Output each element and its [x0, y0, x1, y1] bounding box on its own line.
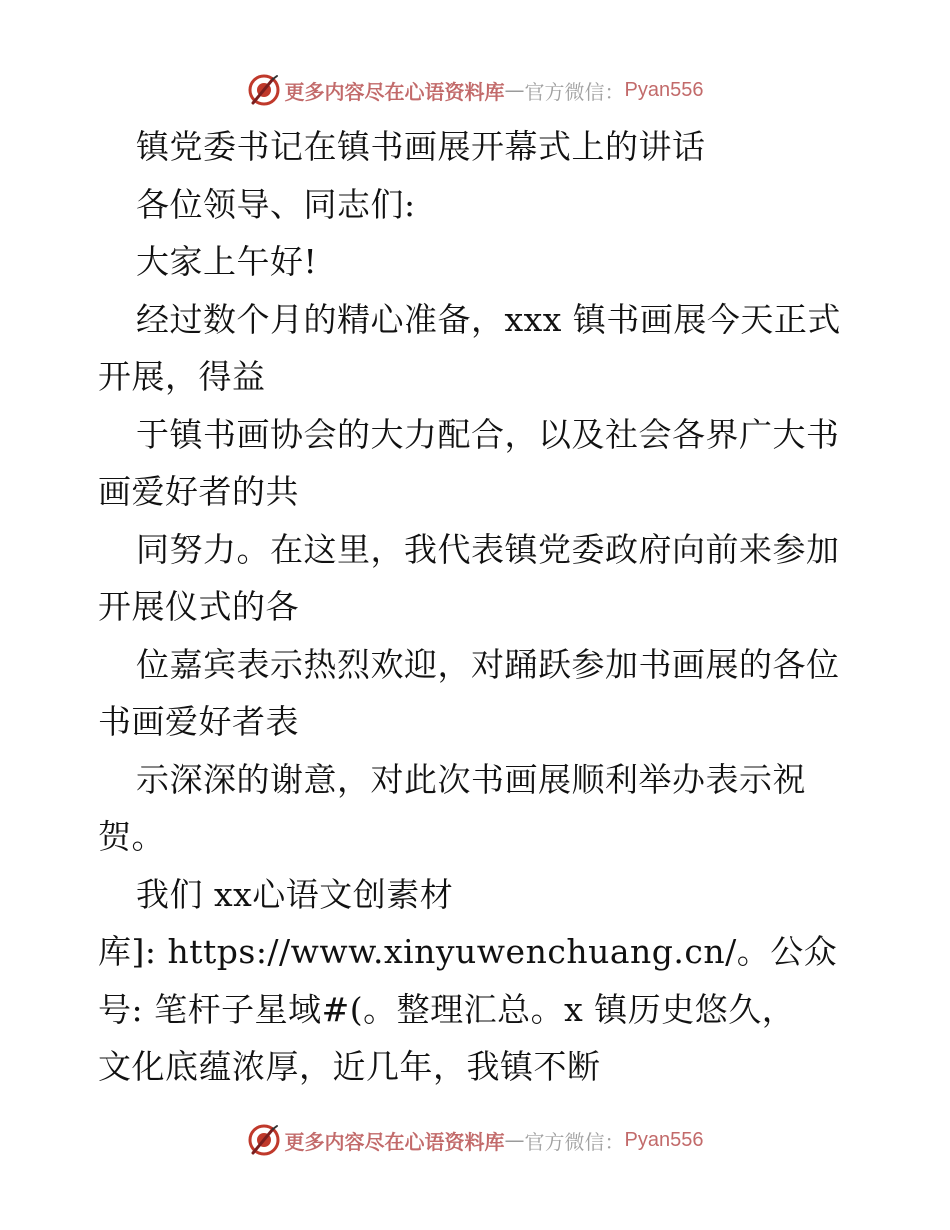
- paragraph-line: 文化底蕴浓厚，近几年，我镇不断: [98, 1047, 601, 1086]
- banner-separator: —: [504, 1128, 525, 1152]
- paragraph-line: 位嘉宾表示热烈欢迎，对踊跃参加书画展的各位: [136, 644, 840, 684]
- paragraph-line: 开展仪式的各: [98, 587, 299, 626]
- paragraph-line: 开展，得益: [98, 357, 266, 396]
- paragraph-line: 示深深的谢意，对此次书画展顺利举办表示祝: [136, 759, 806, 799]
- brush-seal-icon: [247, 1123, 281, 1157]
- banner-wechat-label: 官方微信：: [524, 1129, 625, 1154]
- paragraph-line: 书画爱好者表: [98, 702, 299, 741]
- document-body: [98, 118, 858, 1096]
- paragraph-line: 我们 xx心语文创素材: [136, 874, 454, 914]
- banner-wechat-label: 官方微信：: [524, 79, 625, 104]
- paragraph-line: 贺。: [98, 817, 165, 856]
- paragraph-line: 于镇书画协会的大力配合，以及社会各界广大书: [136, 414, 840, 454]
- paragraph-line: 经过数个月的精心准备，xxx 镇书画展今天正式: [136, 299, 841, 339]
- banner-wechat-id: Pyan556: [624, 1128, 704, 1151]
- banner-wechat-id: Pyan556: [624, 78, 704, 101]
- banner-separator: —: [504, 78, 525, 102]
- document-title: 镇党委书记在镇书画展开幕式上的讲话: [136, 127, 706, 166]
- greeting: 大家上午好!: [136, 242, 318, 281]
- paragraph-line: 同努力。在这里，我代表镇党委政府向前来参加: [136, 529, 840, 569]
- banner-title: 更多内容尽在心语资料库: [284, 79, 505, 104]
- paragraph-line: 画爱好者的共: [98, 472, 299, 511]
- paragraph-line: 号: 笔杆子星域#(。整理汇总。x 镇历史悠久，: [98, 989, 796, 1029]
- salutation: 各位领导、同志们:: [136, 184, 416, 224]
- header-banner: [0, 70, 950, 110]
- paragraph-line: 库]: https://www.xinyuwenchuang.cn/。公众: [98, 932, 838, 971]
- brush-seal-icon: [247, 73, 281, 107]
- banner-title: 更多内容尽在心语资料库: [284, 1129, 505, 1154]
- footer-banner: [0, 1120, 950, 1160]
